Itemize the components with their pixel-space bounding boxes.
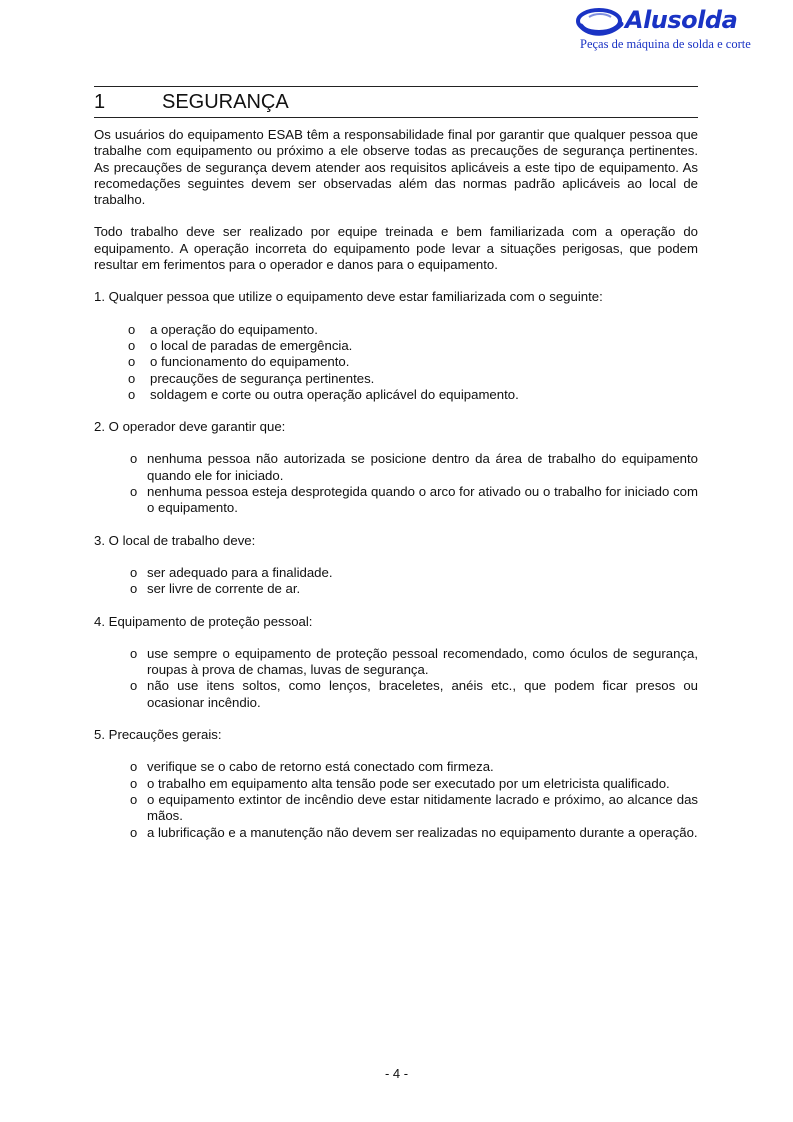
bullet-circle-icon: o bbox=[130, 759, 138, 775]
bullet-circle-icon: o bbox=[130, 775, 138, 791]
section-number: 1 bbox=[94, 90, 106, 113]
bullet-text: precauções de segurança pertinentes. bbox=[150, 370, 375, 386]
list-item bbox=[94, 322, 698, 338]
bullet-text: o equipamento extintor de incêndio deve estar nitidamente lacrado e próximo, ao alcance das mãos. bbox=[147, 791, 698, 824]
item-title: 5. Precauções gerais: bbox=[94, 727, 222, 743]
bullet-list bbox=[94, 322, 698, 403]
bullet-circle-icon: o bbox=[130, 678, 138, 694]
bullet-list bbox=[94, 451, 698, 516]
heading-bottom-rule bbox=[94, 117, 698, 118]
page-number: - 4 - bbox=[384, 1066, 409, 1081]
intro-paragraph: Todo trabalho deve ser realizado por equipe treinada e bem familiarizada com a operação do equipamento. A operação incorreta do equipamento pode levar a situações perigosas, que podem resultar em ferimentos para o operador e danos para o equipamento. bbox=[94, 224, 698, 273]
bullet-list bbox=[94, 646, 698, 711]
list-item bbox=[94, 484, 698, 517]
bullet-circle-icon: o bbox=[130, 824, 138, 840]
bullet-text: nenhuma pessoa esteja desprotegida quando o arco for ativado ou o trabalho for iniciado com o equipamento. bbox=[147, 484, 698, 516]
bullet-text: ser livre de corrente de ar. bbox=[147, 581, 301, 597]
bullet-circle-icon: o bbox=[130, 581, 138, 597]
page-content bbox=[94, 86, 698, 841]
bullet-circle-icon: o bbox=[128, 370, 136, 386]
list-item bbox=[94, 565, 698, 581]
bullet-text: soldagem e corte ou outra operação aplicável do equipamento. bbox=[150, 386, 519, 402]
list-item bbox=[94, 646, 698, 679]
list-item bbox=[94, 338, 698, 354]
bullet-text: o local de paradas de emergência. bbox=[150, 337, 353, 353]
bullet-circle-icon: o bbox=[130, 484, 138, 500]
bullet-circle-icon: o bbox=[130, 645, 138, 661]
brand-name: Alusolda bbox=[625, 6, 738, 34]
section-title: SEGURANÇA bbox=[162, 90, 289, 113]
bullet-text: verifique se o cabo de retorno está conectado com firmeza. bbox=[147, 759, 494, 775]
bullet-text: ser adequado para a finalidade. bbox=[147, 564, 333, 580]
intro-paragraph: Os usuários do equipamento ESAB têm a responsabilidade final por garantir que qualquer pessoa que trabalhe com equipamento ou próximo a ele observe todas as precauções de segurança pertinentes. As precauções de segurança devem atender aos requisitos aplicáveis a este tipo de equipamento. As recomedações seguintes devem ser observadas além das normas padrão aplicáveis ao local de trabalho. bbox=[94, 127, 698, 208]
section-heading bbox=[94, 87, 698, 117]
item-title: 4. Equipamento de proteção pessoal: bbox=[94, 613, 313, 629]
list-item bbox=[94, 451, 698, 484]
item-title: 2. O operador deve garantir que: bbox=[94, 419, 286, 435]
bullet-text: use sempre o equipamento de proteção pessoal recomendado, como óculos de segurança, roupas à prova de chamas, luvas de segurança. bbox=[147, 645, 698, 678]
item-title: 3. O local de trabalho deve: bbox=[94, 532, 256, 548]
bullet-circle-icon: o bbox=[128, 337, 136, 353]
swoosh-logo-icon bbox=[575, 4, 627, 38]
safety-items bbox=[94, 289, 698, 840]
bullet-text: o funcionamento do equipamento. bbox=[150, 354, 350, 370]
bullet-circle-icon: o bbox=[128, 321, 136, 337]
list-item bbox=[94, 776, 698, 792]
list-item bbox=[94, 387, 698, 403]
item-title: 1. Qualquer pessoa que utilize o equipamento deve estar familiarizada com o seguinte: bbox=[94, 289, 603, 305]
bullet-text: a operação do equipamento. bbox=[150, 321, 318, 337]
list-item bbox=[94, 678, 698, 711]
list-item bbox=[94, 825, 698, 841]
bullet-circle-icon: o bbox=[130, 451, 138, 467]
list-item bbox=[94, 792, 698, 825]
list-item bbox=[94, 354, 698, 370]
bullet-circle-icon: o bbox=[128, 386, 136, 402]
brand-logo bbox=[575, 4, 751, 52]
brand-tagline: Peças de máquina de solda e corte bbox=[580, 37, 751, 51]
bullet-circle-icon: o bbox=[130, 791, 138, 807]
list-item bbox=[94, 371, 698, 387]
bullet-circle-icon: o bbox=[128, 354, 136, 370]
bullet-text: a lubrificação e a manutenção não devem ser realizadas no equipamento durante a operação. bbox=[147, 824, 698, 840]
bullet-text: o trabalho em equipamento alta tensão pode ser executado por um eletricista qualificado. bbox=[147, 775, 670, 791]
bullet-list bbox=[94, 565, 698, 598]
bullet-text: nenhuma pessoa não autorizada se posicione dentro da área de trabalho do equipamento quando ele for iniciado. bbox=[147, 451, 698, 483]
bullet-text: não use itens soltos, como lenços, braceletes, anéis etc., que podem ficar presos ou ocasionar incêndio. bbox=[147, 678, 698, 710]
bullet-circle-icon: o bbox=[130, 564, 138, 580]
list-item bbox=[94, 581, 698, 597]
bullet-list bbox=[94, 759, 698, 840]
list-item bbox=[94, 759, 698, 775]
